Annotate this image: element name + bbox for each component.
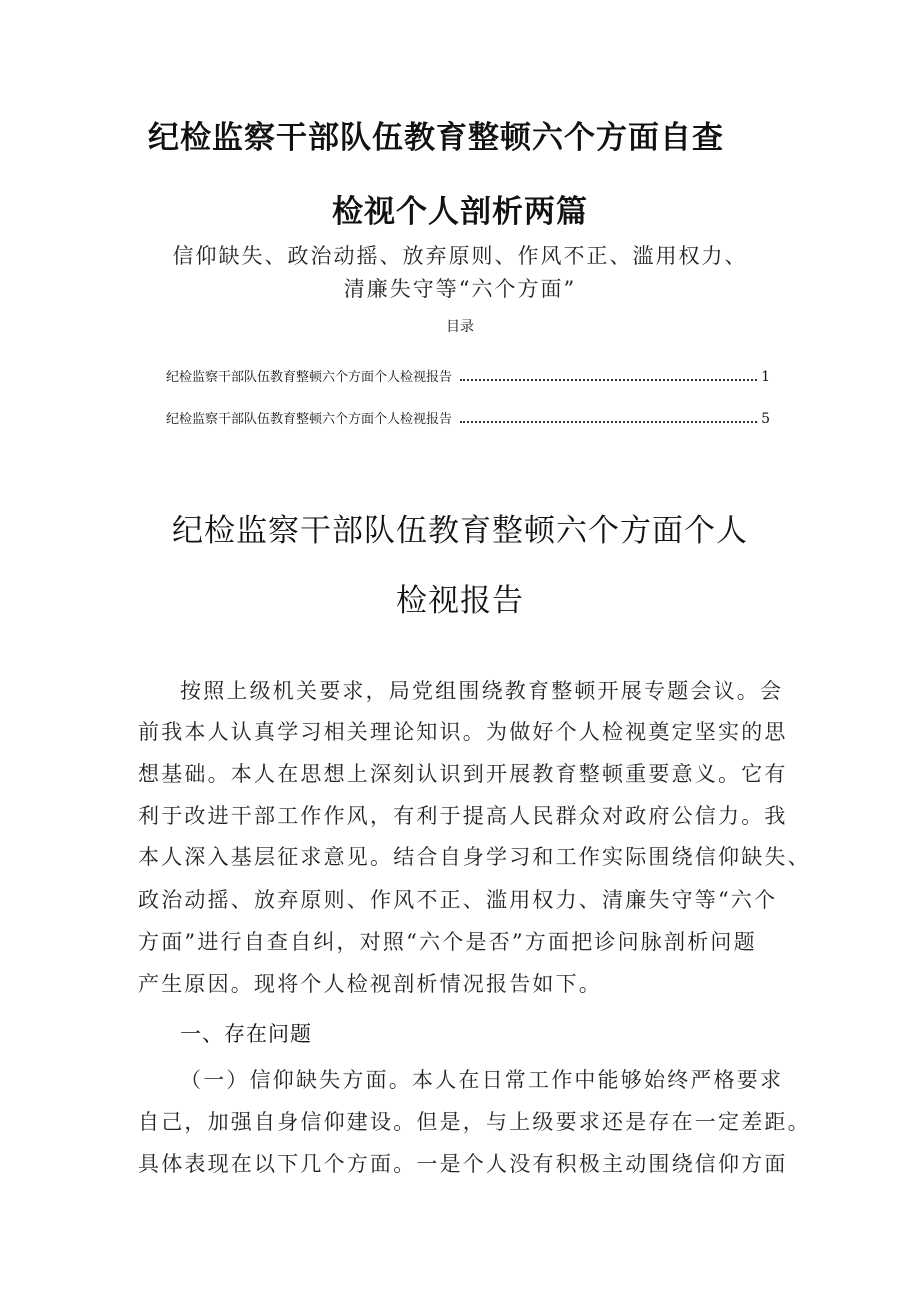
toc-heading: 目录 [446,319,474,335]
document-subtitle-line-2: 清廉失守等“六个方面” [343,277,577,301]
toc-entry-page-number: 5 [761,411,770,427]
paragraph-line: 想基础。本人在思想上深刻认识到开展教育整顿重要意义。它有 [138,762,788,786]
toc-entry[interactable] [166,366,770,385]
subsection-heading: 一、存在问题 [180,1022,312,1046]
paragraph-line: 本人深入基层征求意见。结合自身学习和工作实际围绕信仰缺失、 [138,845,811,869]
paragraph-line: 产生原因。现将个人检视剖析情况报告如下。 [138,972,602,996]
paragraph-line: 自己，加强自身信仰建设。但是，与上级要求还是存在一定差距。 [138,1110,811,1134]
document-subtitle-line-1: 信仰缺失、政治动摇、放弃原则、作风不正、滥用权力、 [172,244,748,268]
paragraph-line: 按照上级机关要求，局党组围绕教育整顿开展专题会议。会 [180,679,784,703]
toc-entry-text: 纪检监察干部队伍教育整顿六个方面个人检视报告 [166,412,453,427]
paragraph-line: 具体表现在以下几个方面。一是个人没有积极主动围绕信仰方面 [138,1152,788,1176]
paragraph-line: （一）信仰缺失方面。本人在日常工作中能够始终严格要求 [180,1068,784,1092]
section-heading-line-2: 检视报告 [396,583,524,619]
paragraph-line: 政治动摇、放弃原则、作风不正、滥用权力、清廉失守等“六个 [138,888,778,912]
document-title-line-2: 检视个人剖析两篇 [332,194,588,230]
toc-entry[interactable] [166,408,770,427]
toc-entry-page-number: 1 [761,369,770,385]
paragraph-line: 前我本人认真学习相关理论知识。为做好个人检视奠定坚实的思 [138,720,788,744]
toc-leader-dots [460,378,757,381]
toc-leader-dots [460,420,757,423]
paragraph-line: 利于改进干部工作作风，有利于提高人民群众对政府公信力。我 [138,804,788,828]
paragraph-line: 方面”进行自查自纠，对照“六个是否”方面把诊问脉剖析问题 [138,930,757,954]
section-heading-line-1: 纪检监察干部队伍教育整顿六个方面个人 [172,513,748,549]
document-title-line-1: 纪检监察干部队伍教育整顿六个方面自查 [148,120,724,156]
toc-entry-text: 纪检监察干部队伍教育整顿六个方面个人检视报告 [166,370,453,385]
